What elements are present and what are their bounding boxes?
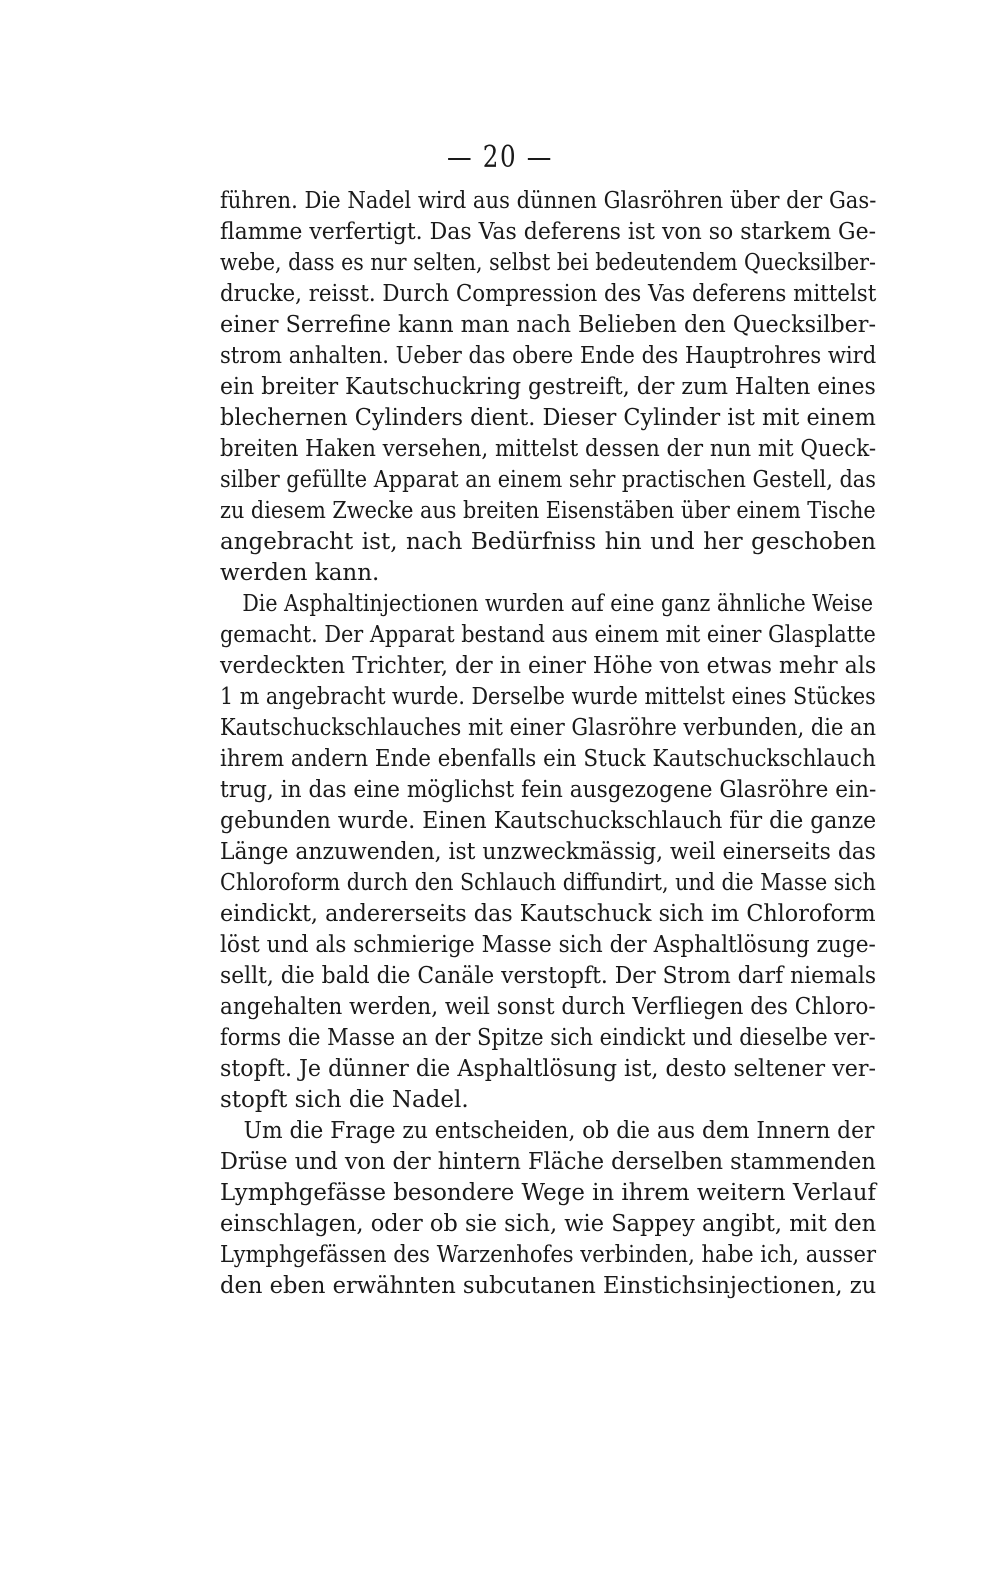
text-line: silber gefüllte Apparat an einem sehr practischen Gestell, das	[220, 467, 876, 493]
body-text	[220, 186, 876, 1302]
text-line: werden kann.	[220, 560, 380, 586]
text-line: Lymphgefässe besondere Wege in ihrem weitern Verlauf	[220, 1180, 876, 1206]
text-line: löst und als schmierige Masse sich der Asphaltlösung zuge-	[220, 932, 876, 958]
page-number: — 20 —	[447, 140, 553, 175]
text-line: ihrem andern Ende ebenfalls ein Stuck Kautschuckschlauch	[220, 746, 876, 772]
text-line: angehalten werden, weil sonst durch Verfliegen des Chloro-	[220, 994, 876, 1020]
text-line: Um die Frage zu entscheiden, ob die aus dem Innern der	[243, 1118, 875, 1144]
text-line: stopft. Je dünner die Asphaltlösung ist, desto seltener ver-	[220, 1056, 876, 1082]
text-line: einschlagen, oder ob sie sich, wie Sappey angibt, mit den	[220, 1211, 877, 1237]
text-line: Drüse und von der hintern Fläche derselben stammenden	[220, 1149, 876, 1175]
text-line: verdeckten Trichter, der in einer Höhe von etwas mehr als	[220, 653, 877, 679]
text-line: stopft sich die Nadel.	[220, 1087, 469, 1113]
text-line: gemacht. Der Apparat bestand aus einem mit einer Glasplatte	[220, 622, 876, 648]
text-line: 1 m angebracht wurde. Derselbe wurde mittelst eines Stückes	[220, 684, 876, 710]
text-line: angebracht ist, nach Bedürfniss hin und her geschoben	[220, 529, 876, 555]
text-line: Kautschuckschlauches mit einer Glasröhre verbunden, die an	[220, 715, 877, 741]
text-line: Die Asphaltinjectionen wurden auf eine ganz ähnliche Weise	[242, 591, 874, 617]
text-line: blechernen Cylinders dient. Dieser Cylinder ist mit einem	[220, 405, 876, 431]
text-line: sellt, die bald die Canäle verstopft. Der Strom darf niemals	[220, 963, 877, 989]
text-line: Lymphgefässen des Warzenhofes verbinden, habe ich, ausser	[220, 1242, 877, 1268]
text-line: drucke, reisst. Durch Compression des Vas deferens mittelst	[220, 281, 877, 307]
text-line: Chloroform durch den Schlauch diffundirt, und die Masse sich	[220, 870, 876, 896]
text-line: flamme verfertigt. Das Vas deferens ist von so starkem Ge-	[220, 219, 876, 245]
text-line: trug, in das eine möglichst fein ausgezogene Glasröhre ein-	[220, 777, 877, 803]
text-line: gebunden wurde. Einen Kautschuckschlauch für die ganze	[220, 808, 877, 834]
text-line: zu diesem Zwecke aus breiten Eisenstäben über einem Tische	[220, 498, 876, 524]
text-line: ein breiter Kautschuckring gestreift, der zum Halten eines	[220, 374, 876, 400]
text-line: einer Serrefine kann man nach Belieben den Quecksilber-	[220, 312, 876, 338]
text-line: führen. Die Nadel wird aus dünnen Glasröhren über der Gas-	[220, 188, 877, 214]
text-line: webe, dass es nur selten, selbst bei bedeutendem Quecksilber-	[220, 250, 876, 276]
text-line: breiten Haken versehen, mittelst dessen der nun mit Queck-	[220, 436, 877, 462]
text-line: den eben erwähnten subcutanen Einstichsinjectionen, zu	[220, 1273, 877, 1299]
text-line: eindickt, andererseits das Kautschuck sich im Chloroform	[220, 901, 876, 927]
text-line: strom anhalten. Ueber das obere Ende des Hauptrohres wird	[220, 343, 877, 369]
text-line: Länge anzuwenden, ist unzweckmässig, weil einerseits das	[220, 839, 877, 865]
text-line: forms die Masse an der Spitze sich eindickt und dieselbe ver-	[220, 1025, 876, 1051]
